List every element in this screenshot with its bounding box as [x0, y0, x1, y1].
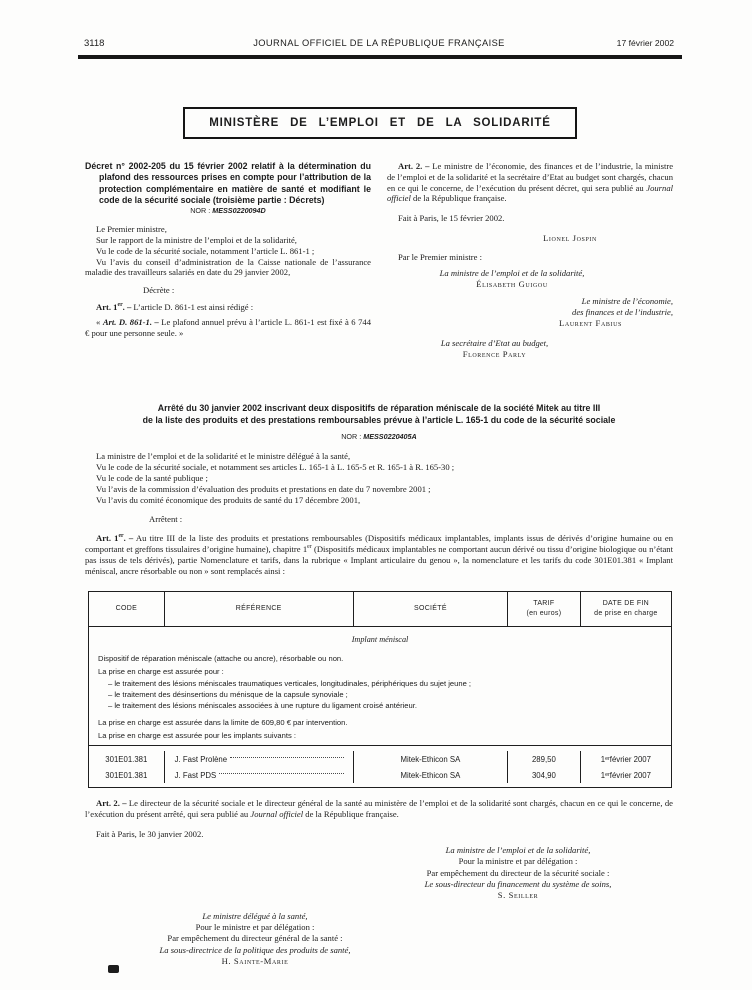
signer-title: La sous-directrice de la politique des produits de santé,	[159, 944, 351, 955]
table-row	[89, 751, 671, 767]
cell-societe: Mitek-Ethicon SA	[354, 751, 508, 767]
cell-societe: Mitek-Ethicon SA	[354, 767, 508, 783]
cell-tarif: 304,90	[508, 767, 581, 783]
arrete-article-1: Art. 1er. – Au titre III de la liste des produits et prestations remboursables (Dispositifs médicaux implantables, implants issus de dérivés d’origine humaine ou en comportant et greffons tissulaires d’origine humaine), chapitre 1er (Dispositifs médicaux implantables ne comportant aucun dérivé ou tissu d’origine biologique ou n’étant pas issus de tels dérivés), partie Nomenclature et tarifs, dans la rubrique « Implant articulaire du genou », la nomenclature et les tarifs du code 301E01.381 « Implant méniscal, ancre résorbable ou non » sont remplacés ainsi :	[85, 532, 673, 576]
decree-place-date: Fait à Paris, le 15 février 2002.	[398, 213, 505, 224]
column-header-reference: RÉFÉRENCE	[165, 592, 354, 626]
table-text: La prise en charge est assurée pour les implants suivants :	[98, 731, 296, 741]
ministry-banner-label: MINISTÈRE DE L’EMPLOI ET DE LA SOLIDARITÉ	[209, 117, 551, 129]
delegation-line: Par empêchement du directeur général de la santé :	[167, 933, 343, 944]
cell-tarif: 289,50	[508, 751, 581, 767]
visa-line: Vu l’avis du comité économique des produits de santé du 17 décembre 2001,	[96, 494, 361, 505]
decree-paragraph: Sur le rapport de la ministre de l’emploi et de la solidarité,	[96, 234, 297, 245]
decree-article-quote: « Art. D. 861-1. – Le plafond annuel prévu à l’article L. 861-1 est fixé à 6 744 € pour une personne seule. »	[85, 316, 372, 338]
arrete-visas	[85, 451, 673, 506]
signer-title: La ministre de l’emploi et de la solidarité,	[445, 845, 591, 855]
journal-title: JOURNAL OFFICIEL DE LA RÉPUBLIQUE FRANÇAISE	[253, 38, 505, 48]
signer-title: Le ministre délégué à la santé,	[202, 910, 308, 921]
par-le-premier-ministre: Par le Premier ministre :	[398, 251, 483, 262]
cell-code: 301E01.381	[89, 751, 165, 767]
cell-reference: J. Fast Prolène	[165, 751, 354, 767]
signature-block-sainte-marie	[95, 911, 415, 968]
cell-date-fin: 1 er février 2007	[600, 754, 651, 764]
nor-code: MESS0220094D	[212, 206, 266, 215]
decree-section	[85, 161, 673, 360]
table-bullet-list	[98, 679, 662, 712]
arretent-formula: Arrêtent :	[149, 513, 183, 524]
signer-name: Élisabeth Guigou	[476, 278, 548, 289]
visa-line: Vu l’avis de la commission d’évaluation des produits et prestations en date du 7 novembre 2001 ;	[96, 483, 431, 494]
delegation-line: Par empêchement du directeur de la sécurité sociale :	[426, 867, 610, 878]
decree-paragraph: Le Premier ministre,	[96, 224, 167, 235]
decree-left-column	[85, 161, 371, 360]
running-head	[84, 38, 674, 49]
table-text: La prise en charge est assurée dans la limite de 609,80 € par intervention.	[98, 718, 348, 728]
nor-code: MESS0220405A	[363, 431, 417, 441]
decree-nor	[85, 206, 371, 215]
nor-label: NOR :	[190, 206, 211, 215]
signer-title: des finances et de l’industrie,	[572, 307, 673, 318]
ministry-banner	[183, 107, 577, 139]
column-header-code: CODE	[89, 592, 165, 626]
visa-line: Vu le code de la sécurité sociale, et notamment ses articles L. 165-1 à L. 165-5 et R. 165-1 à R. 165-30 ;	[96, 461, 455, 472]
signer-title: Le sous-directeur du financement du système de soins,	[424, 879, 612, 890]
dotted-leader	[219, 773, 344, 774]
decree-right-column	[387, 161, 673, 360]
column-header-societe: SOCIÉTÉ	[354, 592, 508, 626]
cell-reference: J. Fast PDS	[165, 767, 354, 783]
cell-date-fin: 1 er février 2007	[600, 770, 651, 780]
decree-paragraph: Vu le code de la sécurité sociale, notamment l’article L. 861-1 ;	[96, 245, 315, 256]
delegation-line: Pour le ministre et par délégation :	[195, 922, 315, 933]
decree-paragraph: Vu l’avis du conseil d’administration de la Caisse nationale de l’assurance maladie des travailleurs salariés en date du 29 janvier 2002,	[85, 256, 371, 278]
table-body-rows	[89, 746, 671, 787]
signature-block-seiller	[363, 845, 673, 902]
header-rule	[78, 55, 682, 59]
dotted-leader	[230, 757, 344, 758]
decree-title: Décret n° 2002-205 du 15 février 2002 relatif à la détermination du plafond des ressources prises en compte pour l’attribution de la protection complémentaire en matière de santé et modifiant le code de la sécurité sociale (troisième partie : Décrets)	[85, 161, 371, 205]
signer-name: Laurent Fabius	[559, 318, 622, 329]
delegation-line: Pour la ministre et par délégation :	[458, 856, 578, 867]
decree-article-1: Art. 1er. – L’article D. 861-1 est ainsi rédigé :	[96, 302, 254, 313]
signer-title: La secrétaire d’Etat au budget,	[440, 337, 549, 348]
decrete-formula: Décrète :	[143, 285, 175, 296]
arrete-section	[85, 403, 673, 577]
signature-block-parly	[387, 338, 602, 360]
cell-code: 301E01.381	[89, 767, 165, 783]
bullet-item: – le traitement des lésions méniscales traumatiques verticales, longitudinales, périphériques du sujet jeune ;	[108, 678, 472, 688]
scan-artifact-mark	[108, 965, 119, 973]
nor-label: NOR :	[341, 431, 362, 441]
arrete-title: Arrêté du 30 janvier 2002 inscrivant deux dispositifs de réparation méniscale de la société Mitek au titre III de la liste des produits et des prestations remboursables prévue à l’article L. 165-1 du code de la sécurité sociale	[142, 403, 616, 425]
signer-name: S. Seiller	[497, 890, 539, 901]
table-text: La prise en charge est assurée pour :	[98, 667, 224, 677]
closing-section	[85, 798, 673, 967]
table-desc: Dispositif de réparation méniscale (attache ou ancre), résorbable ou non.	[98, 654, 344, 664]
signer-title: La ministre de l’emploi et de la solidarité,	[439, 267, 585, 278]
issue-date: 17 février 2002	[616, 38, 674, 48]
signer-name: H. Sainte-Marie	[221, 956, 289, 967]
arrete-place-date: Fait à Paris, le 30 janvier 2002.	[96, 829, 204, 839]
page-number: 3118	[84, 38, 105, 49]
signature-jospin: Lionel Jospin	[543, 233, 597, 244]
bullet-item: – le traitement des lésions méniscales associées à une rupture du ligament croisé antérieur.	[108, 701, 417, 711]
decree-article-2: Art. 2. – Le ministre de l’économie, des finances et de l’industrie, la ministre de l’emploi et de la solidarité et la secrétaire d’Etat au budget sont chargés, chacun en ce qui le concerne, de l’exécution du présent décret, qui sera publié au Journal officiel de la République française.	[387, 161, 674, 204]
signature-block-guigou	[387, 268, 637, 290]
arrete-article-2: Art. 2. – Le directeur de la sécurité sociale et le directeur général de la santé au ministère de l’emploi et de la solidarité sont chargés, chacun en ce qui le concerne, de l’exécution du présent arrêté, qui sera publié au Journal officiel de la République française.	[85, 798, 673, 819]
signer-title: Le ministre de l’économie,	[581, 296, 673, 307]
arrete-nor	[85, 432, 673, 441]
table-caption: Implant méniscal	[351, 634, 409, 644]
table-header-row	[89, 592, 671, 627]
column-header-tarif: TARIF (en euros)	[508, 592, 581, 626]
signature-block-fabius	[468, 296, 673, 328]
bullet-item: – le traitement des désinsertions du ménisque de la capsule synoviale ;	[108, 690, 348, 700]
visa-line: Vu le code de la santé publique ;	[96, 472, 208, 483]
signer-name: Florence Parly	[462, 348, 527, 359]
nomenclature-table	[88, 591, 672, 788]
column-header-date-fin: DATE DE FIN de prise en charge	[594, 600, 658, 617]
visa-line: La ministre de l’emploi et de la solidarité et le ministre délégué à la santé,	[96, 450, 351, 461]
table-row	[89, 767, 671, 783]
table-description-cell	[89, 627, 671, 746]
